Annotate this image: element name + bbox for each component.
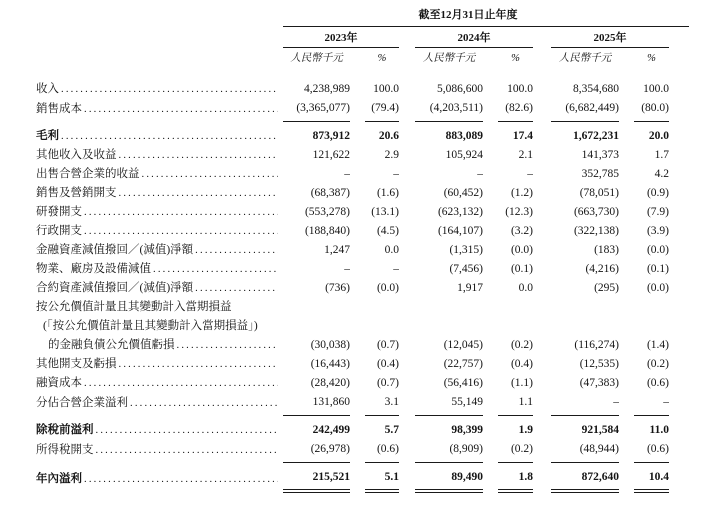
cell-2024-pct: 17.4	[512, 130, 533, 142]
cell-2025-value: 352,785	[581, 168, 619, 180]
table-row	[36, 203, 689, 222]
dot-leader	[84, 100, 278, 119]
cell-2025-pct: –	[634, 393, 669, 416]
cell-2023-value: (28,420)	[310, 377, 350, 389]
row-label: 收入 .....	[36, 68, 283, 99]
year-header-2025: 2025年	[551, 27, 669, 48]
table-row	[36, 463, 689, 492]
cell-2023-pct: 3.1	[365, 393, 399, 416]
cell-2023-pct: (0.7)	[376, 377, 399, 389]
table-row	[36, 355, 689, 374]
cell-2025-value: (322,138)	[573, 225, 619, 237]
cell-2025-value: 141,373	[581, 149, 619, 161]
unit-header-2023: 人民幣千元	[290, 53, 343, 64]
table-row	[36, 440, 689, 463]
row-label: 按公允價值計量且其變動計入當期損益 (「按公允價值計量且其變動計入當期損益」) 的金融負債公允價值虧損 .....	[36, 298, 283, 355]
period-title: 截至12月31日止年度	[283, 8, 689, 27]
row-label: 毛利 .....	[36, 122, 283, 147]
year-header-row	[36, 27, 689, 48]
cell-2024-value: (8,909)	[415, 440, 483, 463]
cell-2025-pct: (0.6)	[646, 377, 669, 389]
cell-2024-pct: (82.6)	[498, 99, 533, 122]
cell-2025-pct: 11.0	[649, 424, 669, 436]
pct-header-2023: %	[377, 53, 387, 64]
cell-2024-pct: –	[527, 168, 533, 180]
dot-leader	[84, 203, 278, 222]
cell-2024-value: 5,086,600	[437, 83, 483, 95]
cell-2025-pct: (1.4)	[646, 339, 669, 351]
cell-2023-value: –	[344, 263, 350, 275]
cell-2024-value: (623,132)	[437, 206, 483, 218]
cell-2024-pct: 2.1	[518, 149, 533, 161]
cell-2025-value: 1,672,231	[573, 130, 619, 142]
table-row	[36, 279, 689, 298]
cell-2025-value: (4,216)	[585, 263, 619, 275]
cell-2025-value: (663,730)	[573, 206, 619, 218]
table-row	[36, 68, 689, 99]
dot-leader	[119, 146, 279, 165]
dot-leader	[153, 260, 278, 279]
dot-leader	[61, 80, 278, 99]
cell-2023-value: –	[344, 168, 350, 180]
table-row	[36, 222, 689, 241]
cell-2025-value: (48,944)	[551, 440, 619, 463]
cell-2024-pct: 1.8	[498, 463, 533, 492]
cell-2024-pct: (0.4)	[510, 358, 533, 370]
dot-leader	[84, 470, 278, 489]
dot-leader	[96, 421, 279, 440]
cell-2024-value: 55,149	[415, 393, 483, 416]
cell-2023-value: (188,840)	[304, 225, 350, 237]
cell-2025-pct: 20.0	[648, 130, 669, 142]
unit-header-row	[36, 48, 689, 69]
cell-2023-pct: (0.7)	[376, 339, 399, 351]
cell-2025-value: (295)	[594, 282, 619, 294]
table-body	[36, 68, 689, 491]
cell-2024-value: (56,416)	[443, 377, 483, 389]
cell-2024-value: (60,452)	[443, 187, 483, 199]
cell-2024-value: (1,315)	[449, 244, 483, 256]
cell-2023-pct: (1.6)	[376, 187, 399, 199]
row-label: 行政開支 .....	[36, 222, 283, 241]
cell-2025-pct: (0.2)	[646, 358, 669, 370]
cell-2023-pct: (0.4)	[376, 358, 399, 370]
cell-2025-pct: 10.4	[634, 463, 669, 492]
cell-2024-value: (164,107)	[437, 225, 483, 237]
unit-header-2025: 人民幣千元	[558, 53, 612, 64]
unit-header-2024: 人民幣千元	[422, 53, 476, 64]
cell-2025-value: –	[551, 393, 619, 416]
row-label: 年內溢利 .....	[36, 463, 283, 492]
cell-2024-value: (22,757)	[443, 358, 483, 370]
cell-2025-value: (78,051)	[579, 187, 619, 199]
dot-leader	[119, 355, 279, 374]
cell-2025-value: 872,640	[551, 463, 619, 492]
table-row	[36, 416, 689, 441]
row-label: 物業、廠房及設備減值 .....	[36, 260, 283, 279]
cell-2025-pct: (0.0)	[646, 282, 669, 294]
row-label: 合約資產減值撥回／(減值)淨額 .....	[36, 279, 283, 298]
cell-2024-pct: (0.2)	[498, 440, 533, 463]
row-label: 其他開支及虧損 .....	[36, 355, 283, 374]
cell-2024-pct: (1.1)	[510, 377, 533, 389]
cell-2025-value: (116,274)	[574, 339, 619, 351]
cell-2023-pct: (0.6)	[365, 440, 399, 463]
table-row	[36, 165, 689, 184]
cell-2024-value: 89,490	[415, 463, 483, 492]
cell-2023-value: 215,521	[283, 463, 350, 492]
cell-2025-pct: (0.9)	[646, 187, 669, 199]
cell-2024-pct: 1.1	[498, 393, 533, 416]
cell-2023-value: 121,622	[312, 149, 350, 161]
cell-2024-value: 1,917	[457, 282, 483, 294]
cell-2023-pct: –	[393, 168, 399, 180]
table-row	[36, 260, 689, 279]
cell-2025-pct: (3.9)	[646, 225, 669, 237]
cell-2025-pct: 4.2	[654, 168, 669, 180]
income-statement-table	[36, 8, 689, 493]
cell-2023-value: (16,443)	[310, 358, 350, 370]
row-label: 融資成本 .....	[36, 374, 283, 393]
cell-2024-pct: (1.2)	[510, 187, 533, 199]
dot-leader	[195, 279, 278, 298]
dot-leader	[130, 394, 278, 413]
dot-leader	[61, 127, 278, 146]
cell-2023-pct: 5.7	[384, 424, 399, 436]
cell-2025-pct: (0.1)	[646, 263, 669, 275]
cell-2024-pct: (12.3)	[505, 206, 533, 218]
cell-2023-pct: 2.9	[384, 149, 399, 161]
dot-leader	[195, 241, 278, 260]
year-header-2023: 2023年	[283, 27, 399, 48]
row-label: 研發開支 .....	[36, 203, 283, 222]
cell-2023-value: (68,387)	[310, 187, 350, 199]
cell-2023-pct: (79.4)	[365, 99, 399, 122]
dot-leader	[84, 374, 278, 393]
cell-2023-pct: 20.6	[378, 130, 399, 142]
cell-2024-value: 105,924	[445, 149, 483, 161]
cell-2023-pct: 5.1	[365, 463, 399, 492]
cell-2025-pct: (0.0)	[646, 244, 669, 256]
cell-2024-pct: (0.0)	[510, 244, 533, 256]
dot-leader	[96, 441, 279, 460]
table-row	[36, 146, 689, 165]
cell-2023-value: (30,038)	[310, 339, 350, 351]
cell-2023-value: (736)	[325, 282, 350, 294]
row-label: 金融資產減值撥回／(減值)淨額 .....	[36, 241, 283, 260]
dot-leader	[84, 222, 278, 241]
cell-2024-pct: (3.2)	[510, 225, 533, 237]
cell-2024-pct: 0.0	[518, 282, 533, 294]
cell-2025-pct: 1.7	[654, 149, 669, 161]
cell-2025-pct: (80.0)	[634, 99, 669, 122]
row-label: 除稅前溢利 .....	[36, 416, 283, 441]
cell-2023-value: 873,912	[312, 130, 350, 142]
cell-2023-pct: 0.0	[384, 244, 399, 256]
row-label: 出售合營企業的收益 .....	[36, 165, 283, 184]
cell-2024-pct: 100.0	[507, 83, 533, 95]
row-label: 銷售成本 .....	[36, 99, 283, 122]
dot-leader	[119, 184, 279, 203]
cell-2025-value: 921,584	[581, 424, 619, 436]
pct-header-2025: %	[647, 53, 656, 64]
row-label: 銷售及營銷開支 .....	[36, 184, 283, 203]
cell-2024-value: (7,456)	[449, 263, 483, 275]
cell-2025-value: (12,535)	[579, 358, 619, 370]
cell-2023-pct: (0.0)	[376, 282, 399, 294]
cell-2024-pct: (0.1)	[510, 263, 533, 275]
row-label: 所得稅開支 .....	[36, 440, 283, 463]
cell-2023-pct: (13.1)	[371, 206, 399, 218]
table-row	[36, 393, 689, 416]
table-row	[36, 184, 689, 203]
cell-2025-pct: 100.0	[643, 83, 669, 95]
cell-2023-value: 131,860	[283, 393, 350, 416]
cell-2023-value: 242,499	[312, 424, 350, 436]
dot-leader	[177, 336, 279, 355]
table-row	[36, 241, 689, 260]
cell-2023-value: (26,978)	[283, 440, 350, 463]
cell-2024-value: (4,203,511)	[415, 99, 483, 122]
cell-2023-value: 4,238,989	[304, 83, 350, 95]
cell-2023-pct: –	[393, 263, 399, 275]
year-header-2024: 2024年	[415, 27, 533, 48]
pct-header-2024: %	[511, 53, 520, 64]
financial-statement-page	[0, 8, 719, 516]
cell-2023-pct: (4.5)	[376, 225, 399, 237]
cell-2025-pct: (0.6)	[634, 440, 669, 463]
dot-leader	[142, 165, 279, 184]
period-header-row	[36, 8, 689, 27]
cell-2024-value: (12,045)	[443, 339, 483, 351]
cell-2024-value: 98,399	[451, 424, 483, 436]
cell-2024-value: 883,089	[445, 130, 483, 142]
cell-2025-value: (6,682,449)	[551, 99, 619, 122]
cell-2024-pct: (0.2)	[510, 339, 533, 351]
cell-2025-pct: (7.9)	[646, 206, 669, 218]
table-row	[36, 122, 689, 147]
cell-2023-value: (553,278)	[304, 206, 350, 218]
cell-2024-pct: 1.9	[518, 424, 533, 436]
row-label: 分佔合營企業溢利 .....	[36, 393, 283, 416]
table-row	[36, 374, 689, 393]
cell-2024-value: –	[477, 168, 483, 180]
row-label: 其他收入及收益 .....	[36, 146, 283, 165]
cell-2023-pct: 100.0	[373, 83, 399, 95]
cell-2023-value: (3,365,077)	[283, 99, 350, 122]
cell-2025-value: (47,383)	[579, 377, 619, 389]
cell-2025-value: 8,354,680	[573, 83, 619, 95]
table-row	[36, 298, 689, 355]
cell-2025-value: (183)	[594, 244, 619, 256]
cell-2023-value: 1,247	[324, 244, 350, 256]
table-row	[36, 99, 689, 122]
